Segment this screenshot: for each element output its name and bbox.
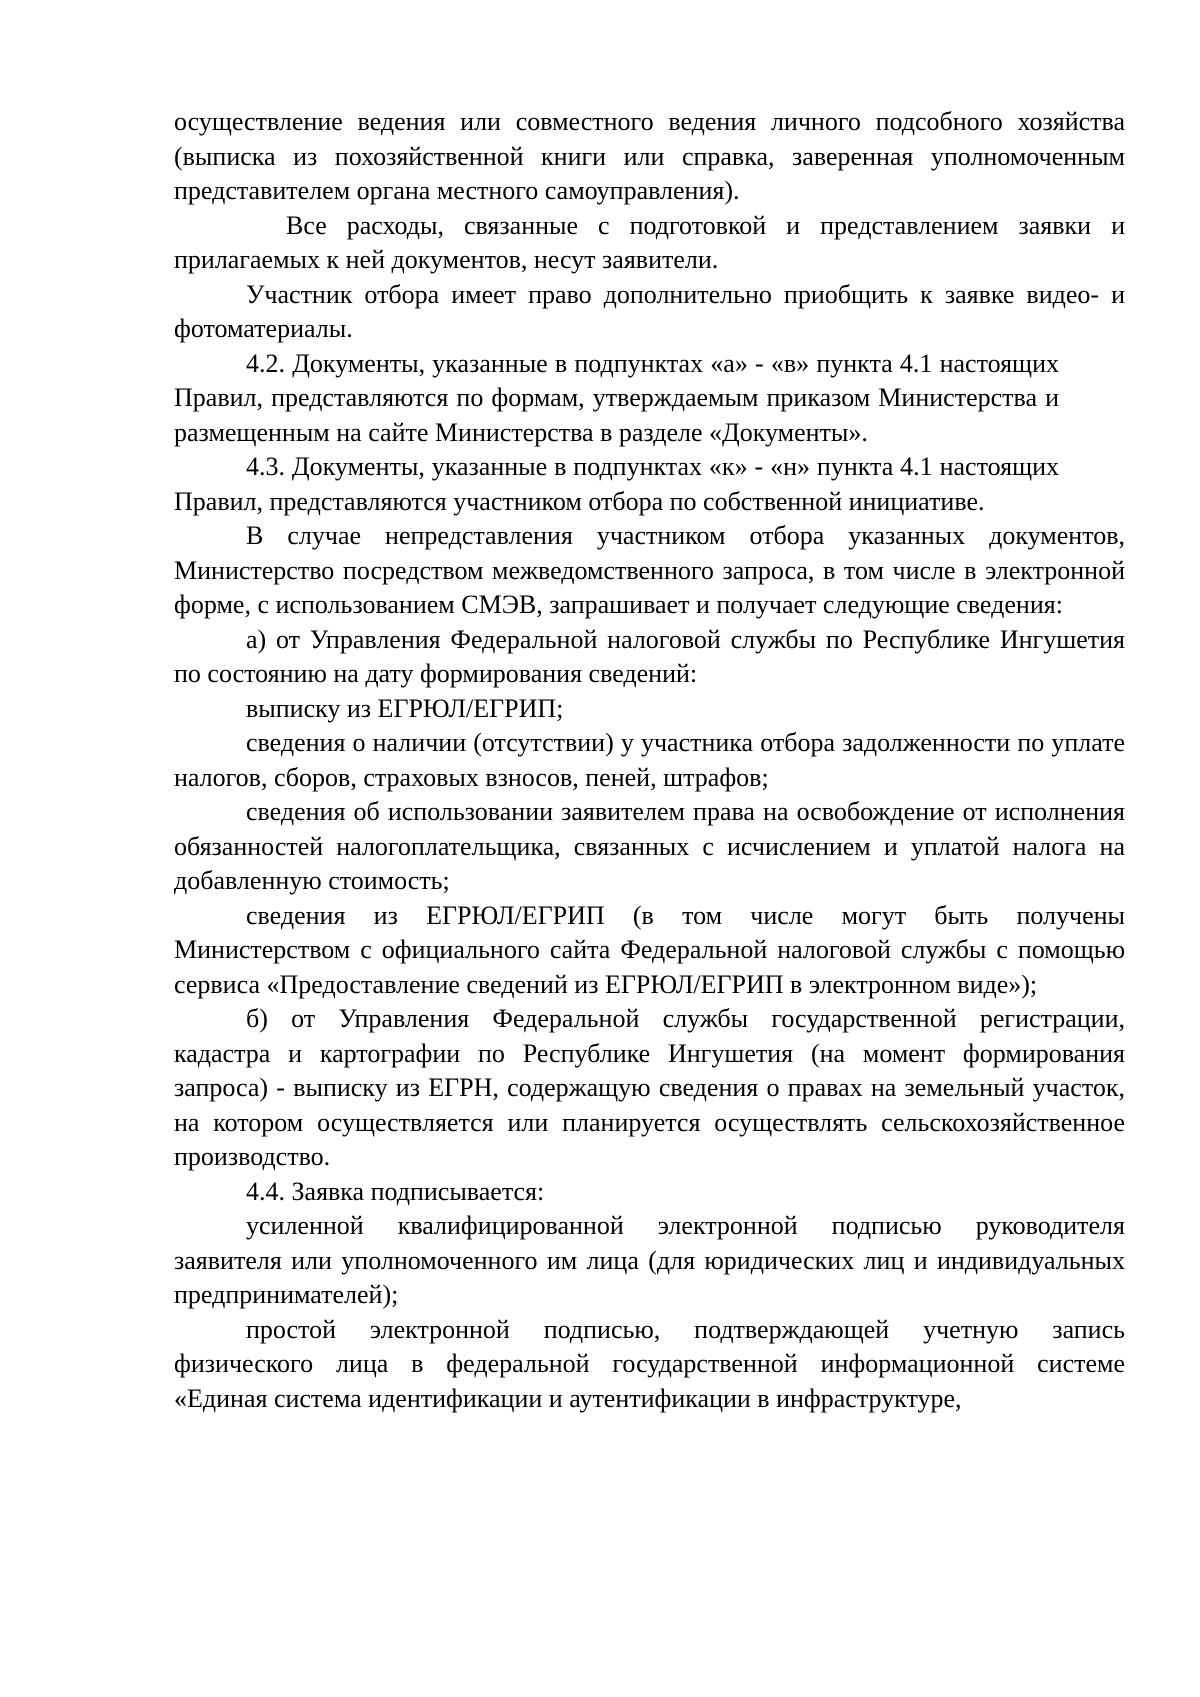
paragraph-interagency-request: В случае непредставления участником отбора указанных документов, Министерство посредством межведомственного запроса, в том числе в электронной форме, с использованием СМЭВ, запрашивает и получает следующие сведения: xyxy=(174,521,1125,619)
paragraph-egrul-info: сведения из ЕГРЮЛ/ЕГРИП (в том числе могут быть получены Министерством с официального сайта Федеральной налоговой службы с помощью сервиса «Предоставление сведений из ЕГРЮЛ/ЕГРИП в электронном виде»); xyxy=(174,900,1125,999)
paragraph-registration-service: б) от Управления Федеральной службы государственной регистрации, кадастра и картографии по Республике Ингушетия (на момент формирования запроса) - выписку из ЕГРН, содержащую сведения о правах на земельный участок, на котором осуществляется или планируется осуществлять сельскохозяйственное производство. xyxy=(174,1004,1125,1171)
paragraph-expenses: Все расходы, связанные с подготовкой и представлением заявки и прилагаемых к ней документов, несут заявители. xyxy=(174,210,1125,274)
paragraph-simple-signature: простой электронной подписью, подтверждающей учетную запись физического лица в федеральной государственной информационной системе «Единая система идентификации и аутентификации в инфраструктуре, xyxy=(174,1314,1125,1413)
paragraph-vat-exemption: сведения об использовании заявителем права на освобождение от исполнения обязанностей налогоплательщика, связанных с исчислением и уплатой налога на добавленную стоимость; xyxy=(174,797,1125,895)
document-page xyxy=(174,105,1125,1416)
paragraph-4-3: 4.3. Документы, указанные в подпунктах «к» - «н» пункта 4.1 настоящих Правил, представляются участником отбора по собственной инициативе. xyxy=(174,452,1059,516)
paragraph-tax-debt: сведения о наличии (отсутствии) у участника отбора задолженности по уплате налогов, сборов, страховых взносов, пеней, штрафов; xyxy=(174,728,1125,792)
paragraph-subsidiary-farming: осуществление ведения или совместного ведения личного подсобного хозяйства (выписка из похозяйственной книги или справка, заверенная уполномоченным представителем органа местного самоуправления). xyxy=(174,107,1125,205)
paragraph-4-2: 4.2. Документы, указанные в подпунктах «а» - «в» пункта 4.1 настоящих Правил, представляются по формам, утверждаемым приказом Министерства и размещенным на сайте Министерства в разделе «Документы». xyxy=(174,348,1059,447)
paragraph-4-4: 4.4. Заявка подписывается: xyxy=(246,1176,545,1206)
paragraph-qualified-signature: усиленной квалифицированной электронной подписью руководителя заявителя или уполномоченного им лица (для юридических лиц и индивидуальных предпринимателей); xyxy=(174,1211,1125,1309)
paragraph-video-materials: Участник отбора имеет право дополнительно приобщить к заявке видео- и фотоматериалы. xyxy=(174,279,1125,343)
paragraph-egrul-extract: выписку из ЕГРЮЛ/ЕГРИП; xyxy=(246,693,564,723)
paragraph-tax-service: а) от Управления Федеральной налоговой службы по Республике Ингушетия по состоянию на дату формирования сведений: xyxy=(174,624,1125,688)
